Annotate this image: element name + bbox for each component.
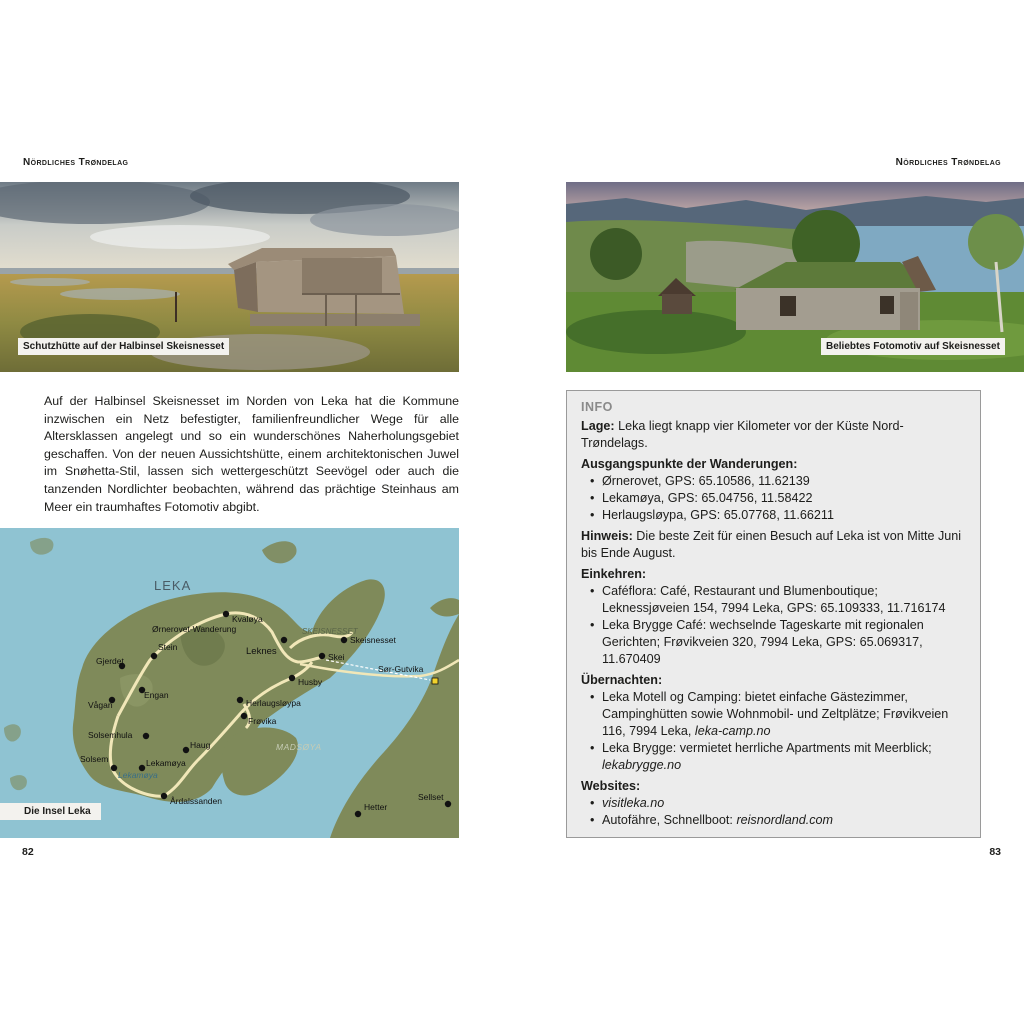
map-place-leknes: Leknes bbox=[246, 646, 277, 657]
map-label-leka: LEKA bbox=[154, 578, 192, 593]
map-leka bbox=[0, 528, 459, 838]
map-place-stein: Stein bbox=[158, 642, 178, 652]
info-start-list bbox=[581, 473, 966, 524]
link-lekabrygge[interactable]: lekabrygge.no bbox=[602, 758, 682, 772]
info-lodging-item bbox=[581, 689, 966, 740]
map-place-solsemhula: Solsemhula bbox=[88, 730, 133, 740]
info-dining-item: • Leka Brygge Café: wechselnde Tageskarte mit regionalen Gerichten; Frøvikveien 320, 7994 Leka, GPS: 65.069317, 11.670409 bbox=[581, 617, 966, 668]
info-box bbox=[566, 390, 981, 838]
info-hint-text: Die beste Zeit für einen Besuch auf Leka ist von Mitte Juni bis Ende August. bbox=[581, 529, 962, 560]
map-place-vagan: Vågan bbox=[88, 700, 113, 710]
body-paragraph: Auf der Halbinsel Skeisnesset im Norden von Leka hat die Kommune inzwischen ein Netz befestigter, familienfreundlicher Wege für alle Altersklassen angelegt und so ein wunderschönes Naherholungsgebiet geschaffen. Von der neuen Aussichtshütte, einem architektonischen Juwel im Snøhetta-Stil, lassen sich wettergeschützt Seevögel oder auch die tanzenden Nordlichter beobachten, während das prächtige Steinhaus am Meer ein traumhaftes Fotomotiv abgibt. bbox=[44, 394, 459, 514]
info-lodging-heading: Übernachten: bbox=[581, 673, 663, 687]
map-label-madsoya: MADSØYA bbox=[276, 742, 322, 752]
map-place-ardalssanden: Årdalssanden bbox=[170, 796, 222, 806]
info-hint bbox=[581, 528, 966, 562]
info-website-item bbox=[581, 795, 966, 812]
map-place-solsem: Solsem bbox=[80, 754, 109, 764]
map-caption: Die Insel Leka bbox=[0, 803, 101, 820]
info-start-heading: Ausgangspunkte der Wanderungen: bbox=[581, 457, 798, 471]
link-reisnordland[interactable]: reisnordland.com bbox=[736, 813, 834, 827]
map-place-gjerdet: Gjerdet bbox=[96, 656, 124, 666]
info-dining-list bbox=[581, 583, 966, 668]
info-websites-heading: Websites: bbox=[581, 779, 641, 793]
map-place-haug: Haug bbox=[190, 740, 211, 750]
map-place-kvaloya: Kvaløya bbox=[232, 614, 263, 624]
map-place-herlaugslopa: Herlaugsløypa bbox=[246, 698, 301, 708]
info-start-item: • Ørnerovet, GPS: 65.10586, 11.62139 bbox=[581, 473, 966, 490]
info-website-text: Autofähre, Schnellboot: bbox=[602, 813, 733, 827]
map-place-ornerovet: Ørnerovet-Wanderung bbox=[152, 624, 237, 634]
map-place-lekamoya: Lekamøya bbox=[146, 758, 186, 768]
info-dining-item: • Caféflora: Café, Restaurant und Blumenboutique; Leknessjøveien 154, 7994 Leka, GPS: 65.109333, 11.716174 bbox=[581, 583, 966, 617]
link-visitleka[interactable]: visitleka.no bbox=[602, 796, 665, 810]
running-head-left: Nördliches Trøndelag bbox=[23, 157, 129, 168]
info-hint-label: Hinweis: bbox=[581, 529, 633, 543]
running-head-right: Nördliches Trøndelag bbox=[895, 157, 1001, 168]
info-start-item: • Herlaugsløypa, GPS: 65.07768, 11.66211 bbox=[581, 507, 966, 524]
info-dining-heading: Einkehren: bbox=[581, 567, 647, 581]
info-lodging-item-text: Leka Motell og Camping: bietet einfache Gästezimmer, Campinghütten sowie Wohnmobil- und Zeltplätze; Frøvikveien 116, 7994 Leka, bbox=[602, 690, 949, 738]
map-place-sellset: Sellset bbox=[418, 792, 444, 802]
map-place-frovika: Frøvika bbox=[248, 716, 277, 726]
info-website-item bbox=[581, 812, 966, 829]
map-place-skeisnesset: Skeisnesset bbox=[350, 635, 396, 645]
info-location-label: Lage: bbox=[581, 419, 615, 433]
photo-shelter-caption: Schutzhütte auf der Halbinsel Skeisnesset bbox=[18, 338, 229, 355]
info-lodging-item bbox=[581, 740, 966, 774]
info-title: INFO bbox=[581, 400, 613, 414]
map-place-skei: Skei bbox=[328, 652, 345, 662]
map-place-husby: Husby bbox=[298, 677, 323, 687]
info-location bbox=[581, 418, 966, 452]
map-place-sor-gutvika: Sør-Gutvika bbox=[378, 664, 424, 674]
page-number-left: 82 bbox=[22, 846, 34, 858]
info-location-text: Leka liegt knapp vier Kilometer vor der Küste Nord-Trøndelags. bbox=[581, 419, 904, 450]
page-number-right: 83 bbox=[989, 846, 1001, 858]
map-place-lekamoya-lake: Lekamøya bbox=[118, 770, 158, 780]
map-place-engan: Engan bbox=[144, 690, 169, 700]
info-lodging-item-text: Leka Brygge: vermietet herrliche Apartments mit Meerblick; bbox=[602, 741, 932, 755]
link-leka-camp[interactable]: leka-camp.no bbox=[694, 724, 771, 738]
map-label-skeisnesset-region: SKEISNESSET bbox=[302, 627, 358, 636]
info-start-item: • Lekamøya, GPS: 65.04756, 11.58422 bbox=[581, 490, 966, 507]
map-place-hetter: Hetter bbox=[364, 802, 388, 812]
photo-stone-house-caption: Beliebtes Fotomotiv auf Skeisnesset bbox=[821, 338, 1005, 355]
info-lodging-list bbox=[581, 689, 966, 774]
info-websites-list bbox=[581, 795, 966, 829]
